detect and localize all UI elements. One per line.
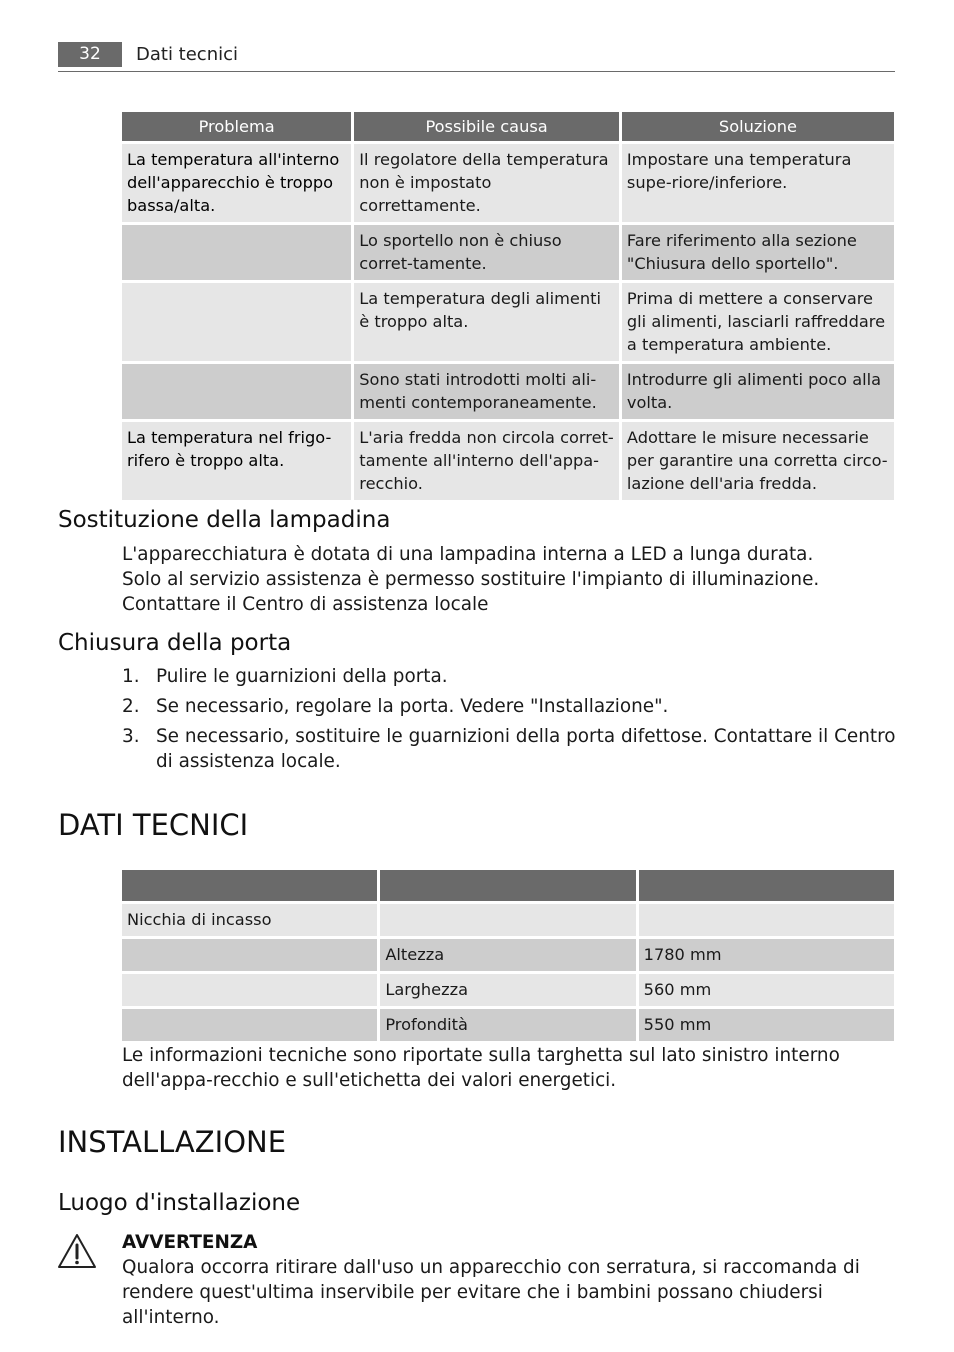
- column-header-cause: Possibile causa: [354, 112, 619, 141]
- step-text: Se necessario, sostituire le guarnizioni della porta difettose. Contattare il Centro di assistenza locale.: [156, 726, 896, 772]
- installation-heading: INSTALLAZIONE: [58, 1125, 287, 1159]
- problem-cell: La temperatura nel frigo-rifero è troppo alta.: [122, 422, 351, 500]
- cause-cell: La temperatura degli alimenti è troppo alta.: [354, 283, 619, 361]
- spec-value-cell: 550 mm: [639, 1009, 894, 1041]
- cause-cell: L'aria fredda non circola corret-tamente all'interno dell'appa-recchio.: [354, 422, 619, 500]
- page-number: 32: [58, 42, 122, 67]
- tech-data-heading: DATI TECNICI: [58, 808, 249, 842]
- problem-cell: La temperatura all'interno dell'apparecchio è troppo bassa/alta.: [122, 144, 351, 222]
- problem-cell: [122, 364, 351, 419]
- solution-cell: Fare riferimento alla sezione "Chiusura dello sportello".: [622, 225, 894, 280]
- lamp-paragraph: Solo al servizio assistenza è permesso sostituire l'impianto di illuminazione. Contattare il Centro di assistenza locale: [122, 569, 820, 615]
- table-header-row: [122, 870, 894, 901]
- spec-dimension-cell: Larghezza: [380, 974, 635, 1006]
- problem-cell: [122, 225, 351, 280]
- column-header: [380, 870, 635, 901]
- table-row: [122, 1009, 894, 1041]
- cause-cell: Lo sportello non è chiuso corret-tamente.: [354, 225, 619, 280]
- spec-label-cell: [122, 1009, 377, 1041]
- list-item: [122, 724, 897, 774]
- step-number: 2.: [122, 696, 140, 717]
- step-text: Se necessario, regolare la porta. Vedere "Installazione".: [156, 696, 669, 717]
- warning-triangle-icon: [57, 1233, 97, 1269]
- door-steps-list: [122, 664, 897, 779]
- spec-dimension-cell: Altezza: [380, 939, 635, 971]
- table-row: [122, 283, 894, 361]
- table-row: [122, 225, 894, 280]
- solution-cell: Adottare le misure necessarie per garantire una corretta circo-lazione dell'aria fredda.: [622, 422, 894, 500]
- cause-cell: Il regolatore della temperatura non è impostato correttamente.: [354, 144, 619, 222]
- page-header: [58, 40, 895, 72]
- lamp-section-body: [122, 542, 897, 617]
- spec-dimension-cell: [380, 904, 635, 936]
- spec-value-cell: 1780 mm: [639, 939, 894, 971]
- solution-cell: Introdurre gli alimenti poco alla volta.: [622, 364, 894, 419]
- technical-data-table: [119, 867, 897, 1044]
- spec-value-cell: 560 mm: [639, 974, 894, 1006]
- table-row: [122, 974, 894, 1006]
- warning-text: Qualora occorra ritirare dall'uso un apparecchio con serratura, si raccomanda di rendere quest'ultima inservibile per evitare che i bambini possano chiudersi all'interno.: [122, 1257, 860, 1328]
- troubleshooting-table: [119, 109, 897, 503]
- column-header-problem: Problema: [122, 112, 351, 141]
- table-row: [122, 144, 894, 222]
- step-number: 1.: [122, 666, 140, 687]
- column-header-solution: Soluzione: [622, 112, 894, 141]
- door-section-title: Chiusura della porta: [58, 630, 292, 656]
- cause-cell: Sono stati introdotti molti ali-menti contemporaneamente.: [354, 364, 619, 419]
- installation-location-title: Luogo d'installazione: [58, 1190, 301, 1216]
- header-section-title: Dati tecnici: [136, 44, 239, 65]
- column-header: [639, 870, 894, 901]
- step-number: 3.: [122, 726, 140, 747]
- solution-cell: Prima di mettere a conservare gli alimenti, lasciarli raffreddare a temperatura ambiente.: [622, 283, 894, 361]
- table-header-row: [122, 112, 894, 141]
- spec-value-cell: [639, 904, 894, 936]
- problem-cell: [122, 283, 351, 361]
- step-text: Pulire le guarnizioni della porta.: [156, 666, 448, 687]
- spec-label-cell: [122, 974, 377, 1006]
- table-row: [122, 364, 894, 419]
- column-header: [122, 870, 377, 901]
- table-row: [122, 939, 894, 971]
- lamp-section-title: Sostituzione della lampadina: [58, 507, 391, 533]
- spec-dimension-cell: Profondità: [380, 1009, 635, 1041]
- list-item: [122, 694, 897, 719]
- table-row: [122, 422, 894, 500]
- table-row: [122, 904, 894, 936]
- spec-label-cell: [122, 939, 377, 971]
- lamp-paragraph: L'apparecchiatura è dotata di una lampadina interna a LED a lunga durata.: [122, 544, 814, 565]
- spec-label-cell: Nicchia di incasso: [122, 904, 377, 936]
- tech-note: Le informazioni tecniche sono riportate sulla targhetta sul lato sinistro interno dell'appa-recchio e sull'etichetta dei valori energetici.: [122, 1045, 840, 1091]
- list-item: [122, 664, 897, 689]
- warning-title: AVVERTENZA: [122, 1232, 258, 1253]
- solution-cell: Impostare una temperatura supe-riore/inferiore.: [622, 144, 894, 222]
